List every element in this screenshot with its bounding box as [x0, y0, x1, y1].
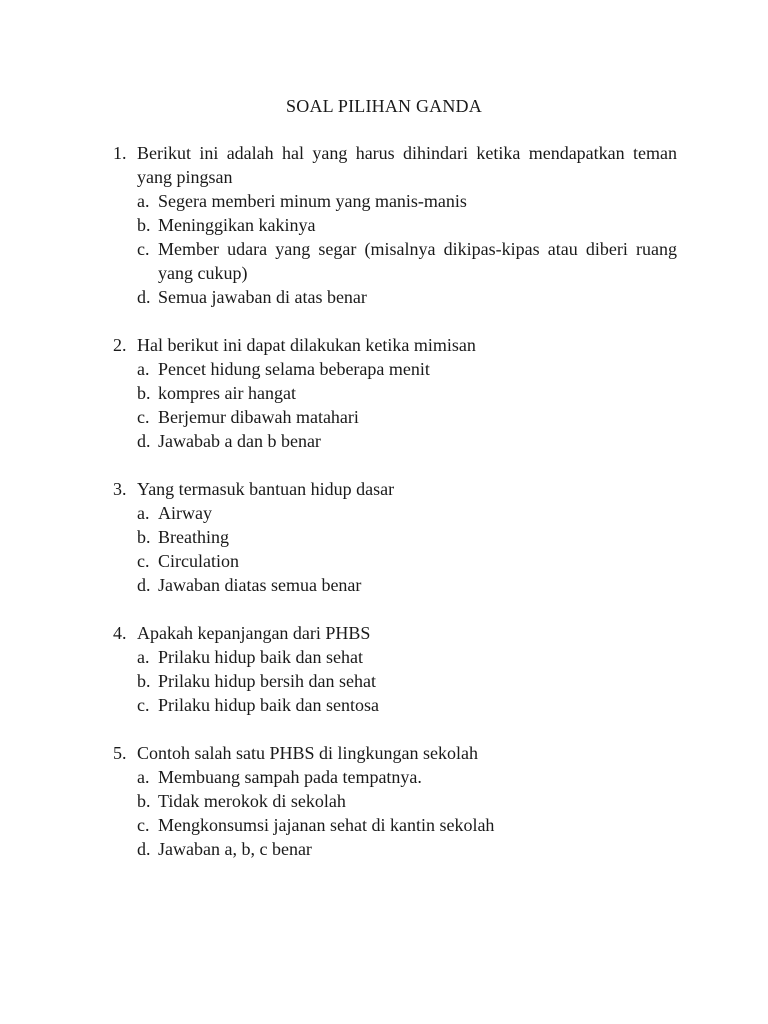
question-4 [113, 621, 677, 717]
option-text: Mengkonsumsi jajanan sehat di kantin sekolah [158, 815, 495, 835]
question-1 [113, 141, 677, 309]
option-list [137, 645, 677, 717]
question-2 [113, 333, 677, 453]
option-letter: d. [137, 287, 151, 307]
option-list [137, 357, 677, 453]
option-a [137, 645, 677, 669]
option-a [137, 189, 677, 213]
question-5 [113, 741, 677, 861]
option-letter: b. [137, 671, 151, 691]
question-3 [113, 477, 677, 597]
question-4-line [113, 621, 677, 645]
option-text: Airway [158, 503, 212, 523]
option-letter: a. [137, 647, 150, 667]
option-text: Circulation [158, 551, 239, 571]
option-letter: c. [137, 551, 150, 571]
question-number: 3. [113, 479, 127, 499]
option-letter: b. [137, 527, 151, 547]
question-1-line [113, 141, 677, 189]
option-text: Membuang sampah pada tempatnya. [158, 767, 422, 787]
option-letter: b. [137, 215, 151, 235]
option-text: Prilaku hidup baik dan sehat [158, 647, 363, 667]
option-text: Jawaban diatas semua benar [158, 575, 362, 595]
option-b [137, 381, 677, 405]
option-letter: c. [137, 695, 150, 715]
option-a [137, 765, 677, 789]
option-text: Semua jawaban di atas benar [158, 287, 367, 307]
option-letter: b. [137, 791, 151, 811]
question-5-line [113, 741, 677, 765]
question-list [113, 141, 677, 885]
option-letter: a. [137, 191, 150, 211]
option-a [137, 357, 677, 381]
option-list [137, 501, 677, 597]
option-text: Meninggikan kakinya [158, 215, 316, 235]
page-title: SOAL PILIHAN GANDA [286, 96, 482, 116]
question-number: 1. [113, 143, 127, 163]
option-d [137, 285, 677, 309]
option-letter: c. [137, 407, 150, 427]
option-text: Breathing [158, 527, 229, 547]
option-text: Jawabab a dan b benar [158, 431, 321, 451]
question-text: Contoh salah satu PHBS di lingkungan sekolah [137, 743, 478, 763]
question-text: Apakah kepanjangan dari PHBS [137, 623, 371, 643]
option-text: kompres air hangat [158, 383, 296, 403]
option-b [137, 525, 677, 549]
option-letter: a. [137, 503, 150, 523]
option-a [137, 501, 677, 525]
option-b [137, 789, 677, 813]
question-number: 2. [113, 335, 127, 355]
question-text: Berikut ini adalah hal yang harus dihindari ketika mendapatkan teman yang pingsan [137, 143, 677, 187]
option-letter: d. [137, 839, 151, 859]
option-text: Tidak merokok di sekolah [158, 791, 346, 811]
question-3-line [113, 477, 677, 501]
option-b [137, 213, 677, 237]
option-letter: d. [137, 431, 151, 451]
option-b [137, 669, 677, 693]
option-list [137, 189, 677, 309]
option-text: Pencet hidung selama beberapa menit [158, 359, 430, 379]
option-d [137, 573, 677, 597]
question-2-line [113, 333, 677, 357]
option-c [137, 813, 677, 837]
option-letter: a. [137, 359, 150, 379]
question-text: Hal berikut ini dapat dilakukan ketika mimisan [137, 335, 476, 355]
option-letter: b. [137, 383, 151, 403]
option-letter: c. [137, 239, 150, 259]
option-text: Berjemur dibawah matahari [158, 407, 359, 427]
option-letter: d. [137, 575, 151, 595]
question-number: 5. [113, 743, 127, 763]
option-list [137, 765, 677, 861]
option-letter: c. [137, 815, 150, 835]
option-c [137, 237, 677, 285]
option-c [137, 549, 677, 573]
option-text: Segera memberi minum yang manis-manis [158, 191, 467, 211]
option-letter: a. [137, 767, 150, 787]
option-d [137, 837, 677, 861]
question-text: Yang termasuk bantuan hidup dasar [137, 479, 395, 499]
question-number: 4. [113, 623, 127, 643]
option-d [137, 429, 677, 453]
option-text: Prilaku hidup bersih dan sehat [158, 671, 376, 691]
option-c [137, 693, 677, 717]
option-c [137, 405, 677, 429]
option-text: Prilaku hidup baik dan sentosa [158, 695, 379, 715]
option-text: Jawaban a, b, c benar [158, 839, 312, 859]
option-text: Member udara yang segar (misalnya dikipas-kipas atau diberi ruang yang cukup) [158, 239, 677, 283]
